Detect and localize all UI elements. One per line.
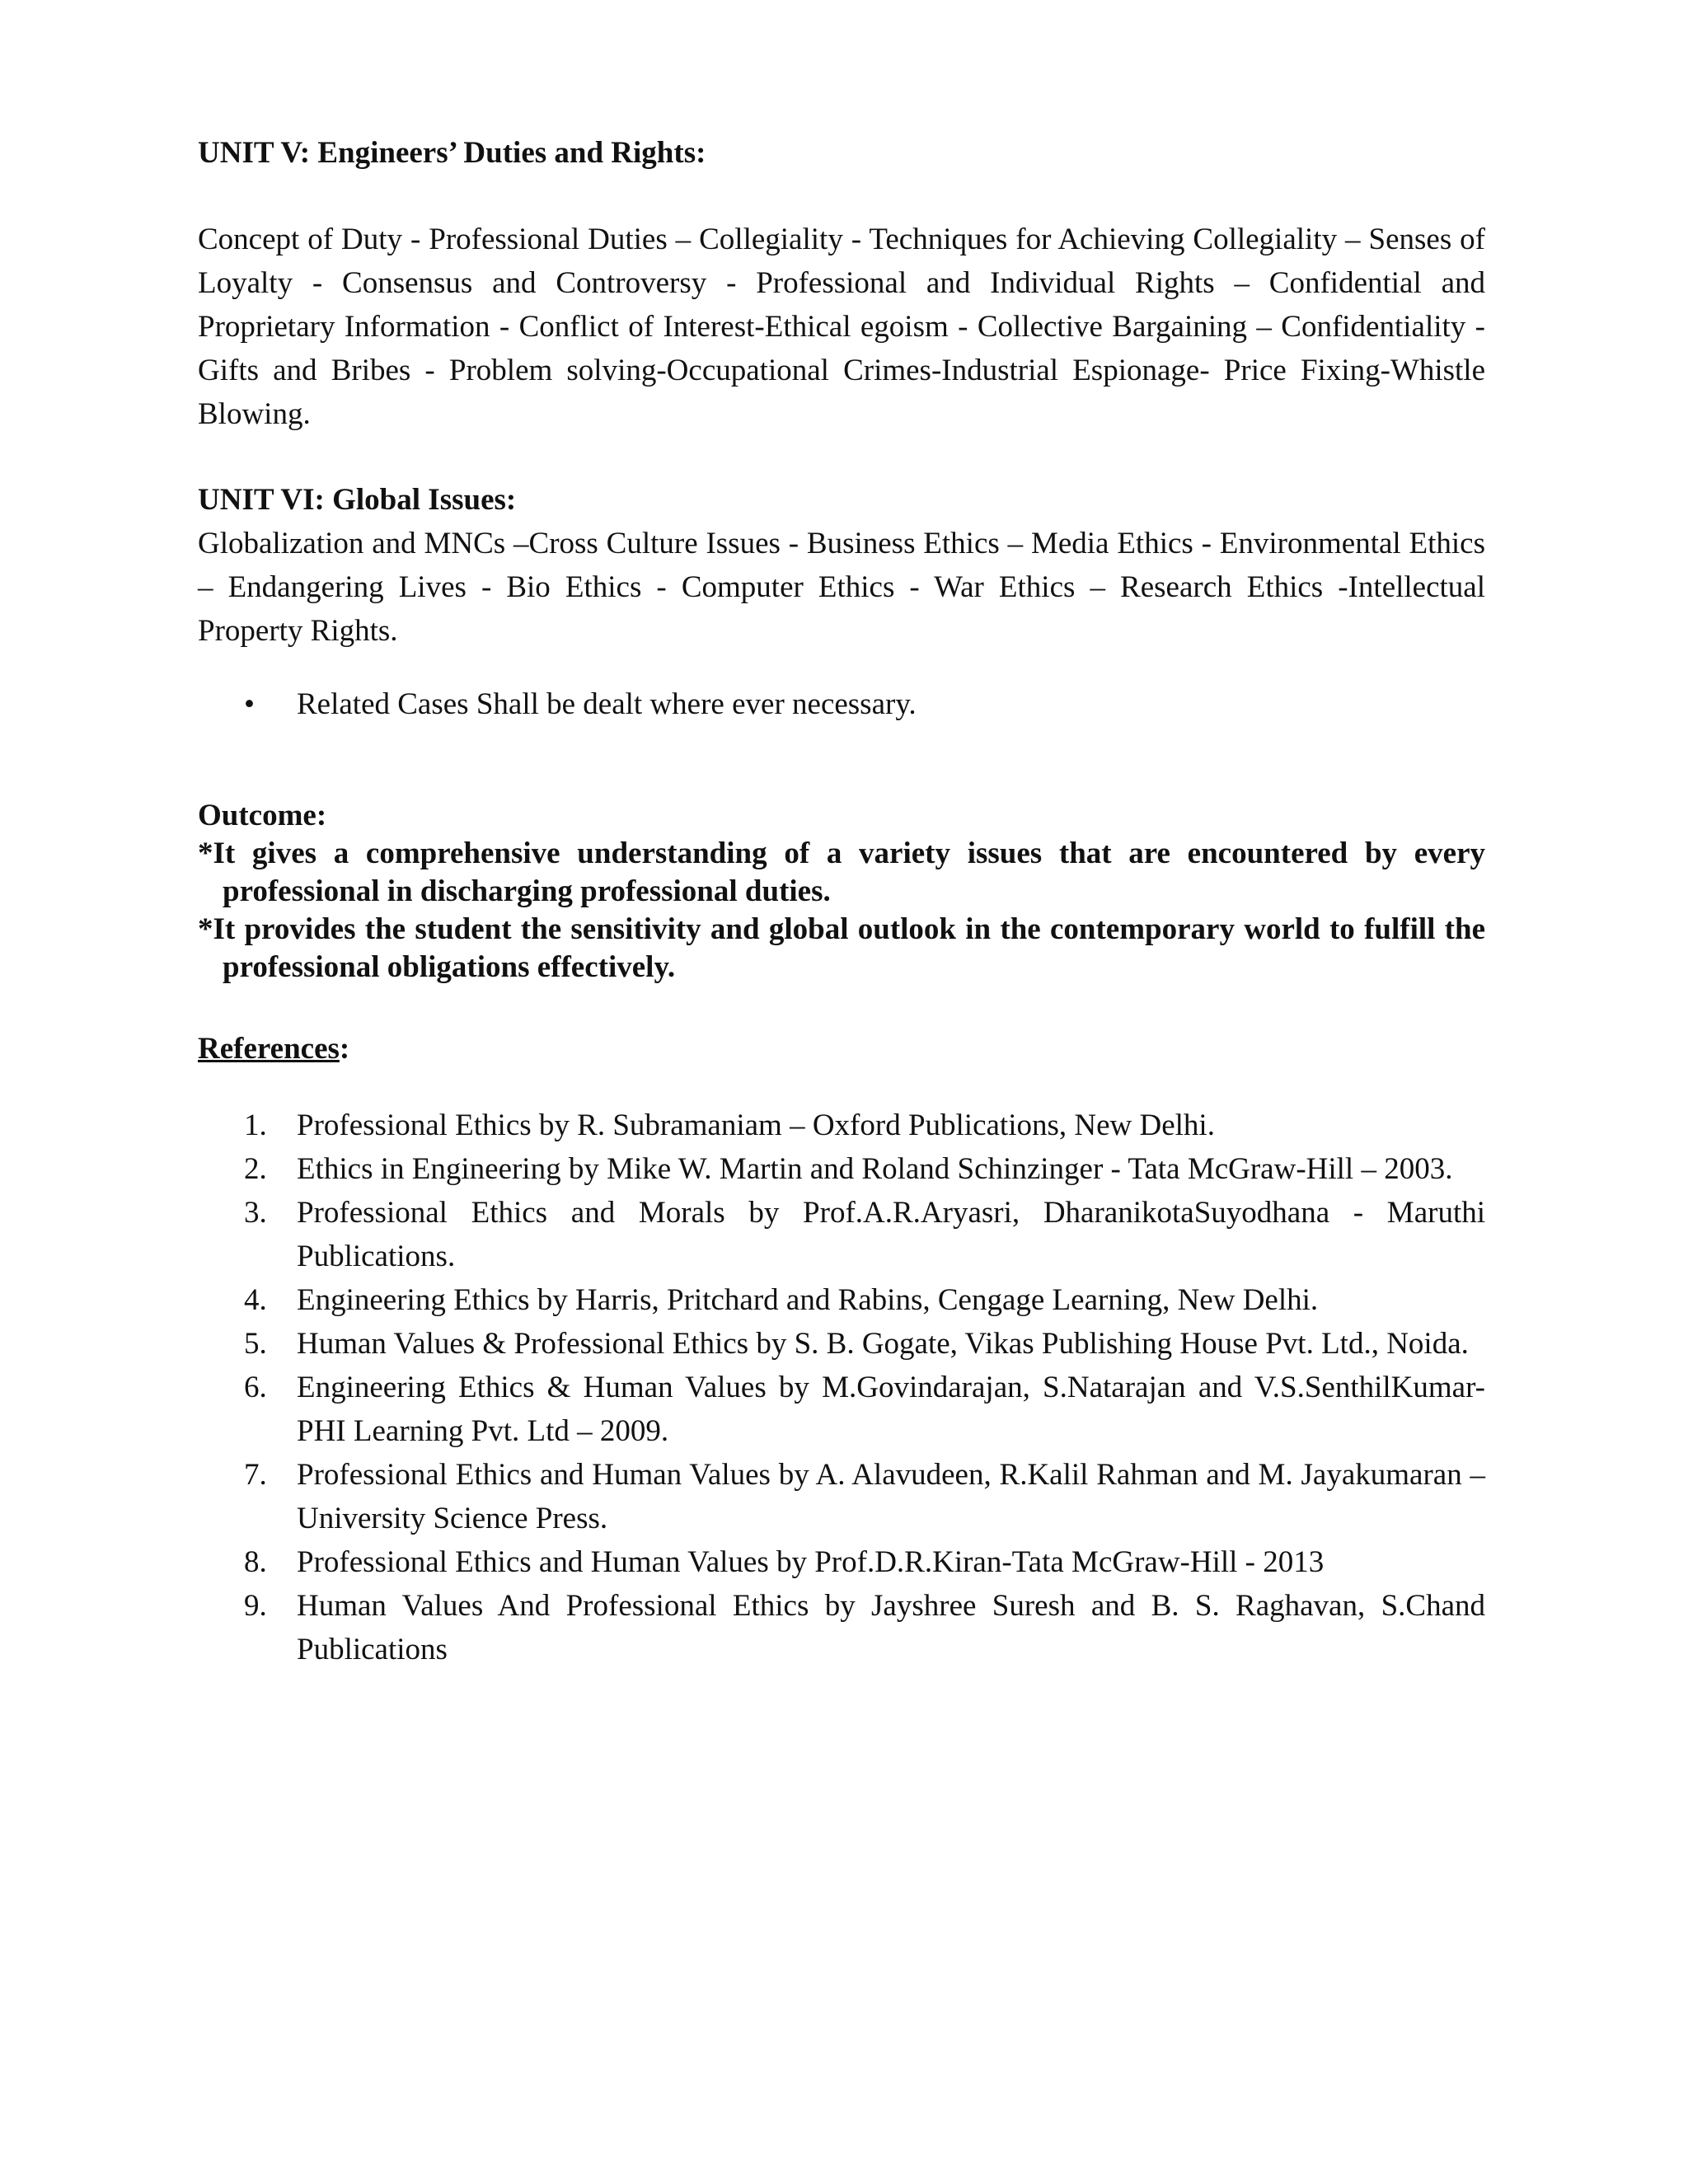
reference-item — [198, 1366, 1485, 1453]
bullet-text: Related Cases Shall be dealt where ever necessary. — [297, 687, 917, 721]
reference-number: 2. — [244, 1152, 267, 1186]
reference-text: Professional Ethics and Human Values by Prof.D.R.Kiran-Tata McGraw-Hill - 2013 — [297, 1545, 1325, 1579]
references-heading-colon: : — [339, 1032, 350, 1066]
reference-text: Human Values And Professional Ethics by Jayshree Suresh and B. S. Raghavan, S.Chand Publications — [297, 1589, 1485, 1666]
reference-text: Professional Ethics and Morals by Prof.A.R.Aryasri, DharanikotaSuyodhana - Maruthi Publications. — [297, 1196, 1485, 1273]
reference-number: 4. — [244, 1283, 267, 1317]
reference-number: 7. — [244, 1458, 267, 1492]
list-item — [198, 682, 1485, 726]
reference-text: Ethics in Engineering by Mike W. Martin and Roland Schinzinger - Tata McGraw-Hill – 2003. — [297, 1152, 1453, 1186]
references-list — [198, 1104, 1485, 1671]
document-page — [198, 132, 1485, 1671]
outcome-list — [198, 835, 1485, 987]
reference-text: Professional Ethics and Human Values by A. Alavudeen, R.Kalil Rahman and M. Jayakumaran – University Science Press. — [297, 1458, 1485, 1535]
reference-item — [198, 1104, 1485, 1147]
unit5-heading: UNIT V: Engineers’ Duties and Rights: — [198, 136, 706, 170]
reference-text: Engineering Ethics by Harris, Pritchard and Rabins, Cengage Learning, New Delhi. — [297, 1283, 1319, 1317]
outcome-item: *It provides the student the sensitivity and global outlook in the contemporary world to fulfill the professional obligations effectively. — [198, 912, 1485, 984]
reference-number: 9. — [244, 1589, 267, 1623]
references-heading-text: References — [198, 1032, 340, 1066]
reference-text: Engineering Ethics & Human Values by M.Govindarajan, S.Natarajan and V.S.SenthilKumar-PHI Learning Pvt. Ltd – 2009. — [297, 1371, 1485, 1448]
reference-text: Human Values & Professional Ethics by S. B. Gogate, Vikas Publishing House Pvt. Ltd., Noida. — [297, 1327, 1469, 1361]
unit6-bullet-list — [198, 682, 1485, 726]
reference-number: 3. — [244, 1196, 267, 1230]
reference-item — [198, 1453, 1485, 1540]
reference-item — [198, 1191, 1485, 1278]
outcome-heading: Outcome: — [198, 799, 327, 832]
unit5-body: Concept of Duty - Professional Duties – Collegiality - Techniques for Achieving Collegiality – Senses of Loyalty - Consensus and Controversy - Professional and Individual Rights – Confidential and Proprietary Information - Conflict of Interest-Ethical egoism - Collective Bargaining – Confidentiality - Gifts and Bribes - Problem solving-Occupational Crimes-Industrial Espionage- Price Fixing-Whistle Blowing. — [198, 223, 1485, 431]
outcome-item: *It gives a comprehensive understanding of a variety issues that are encountered by every professional in discharging professional duties. — [198, 837, 1485, 908]
reference-item — [198, 1540, 1485, 1584]
reference-number: 6. — [244, 1371, 267, 1404]
bullet-icon: • — [244, 687, 255, 721]
reference-item — [198, 1322, 1485, 1366]
references-heading — [198, 1028, 1485, 1071]
reference-number: 5. — [244, 1327, 267, 1361]
reference-item — [198, 1278, 1485, 1322]
reference-item — [198, 1147, 1485, 1191]
unit6-heading: UNIT VI: Global Issues: — [198, 483, 517, 517]
unit6-body: Globalization and MNCs –Cross Culture Issues - Business Ethics – Media Ethics - Environmental Ethics – Endangering Lives - Bio Ethics - Computer Ethics - War Ethics – Research Ethics -Intellectual Property Rights. — [198, 527, 1485, 648]
reference-number: 1. — [244, 1108, 267, 1142]
reference-text: Professional Ethics by R. Subramaniam – Oxford Publications, New Delhi. — [297, 1108, 1215, 1142]
reference-item — [198, 1584, 1485, 1671]
reference-number: 8. — [244, 1545, 267, 1579]
